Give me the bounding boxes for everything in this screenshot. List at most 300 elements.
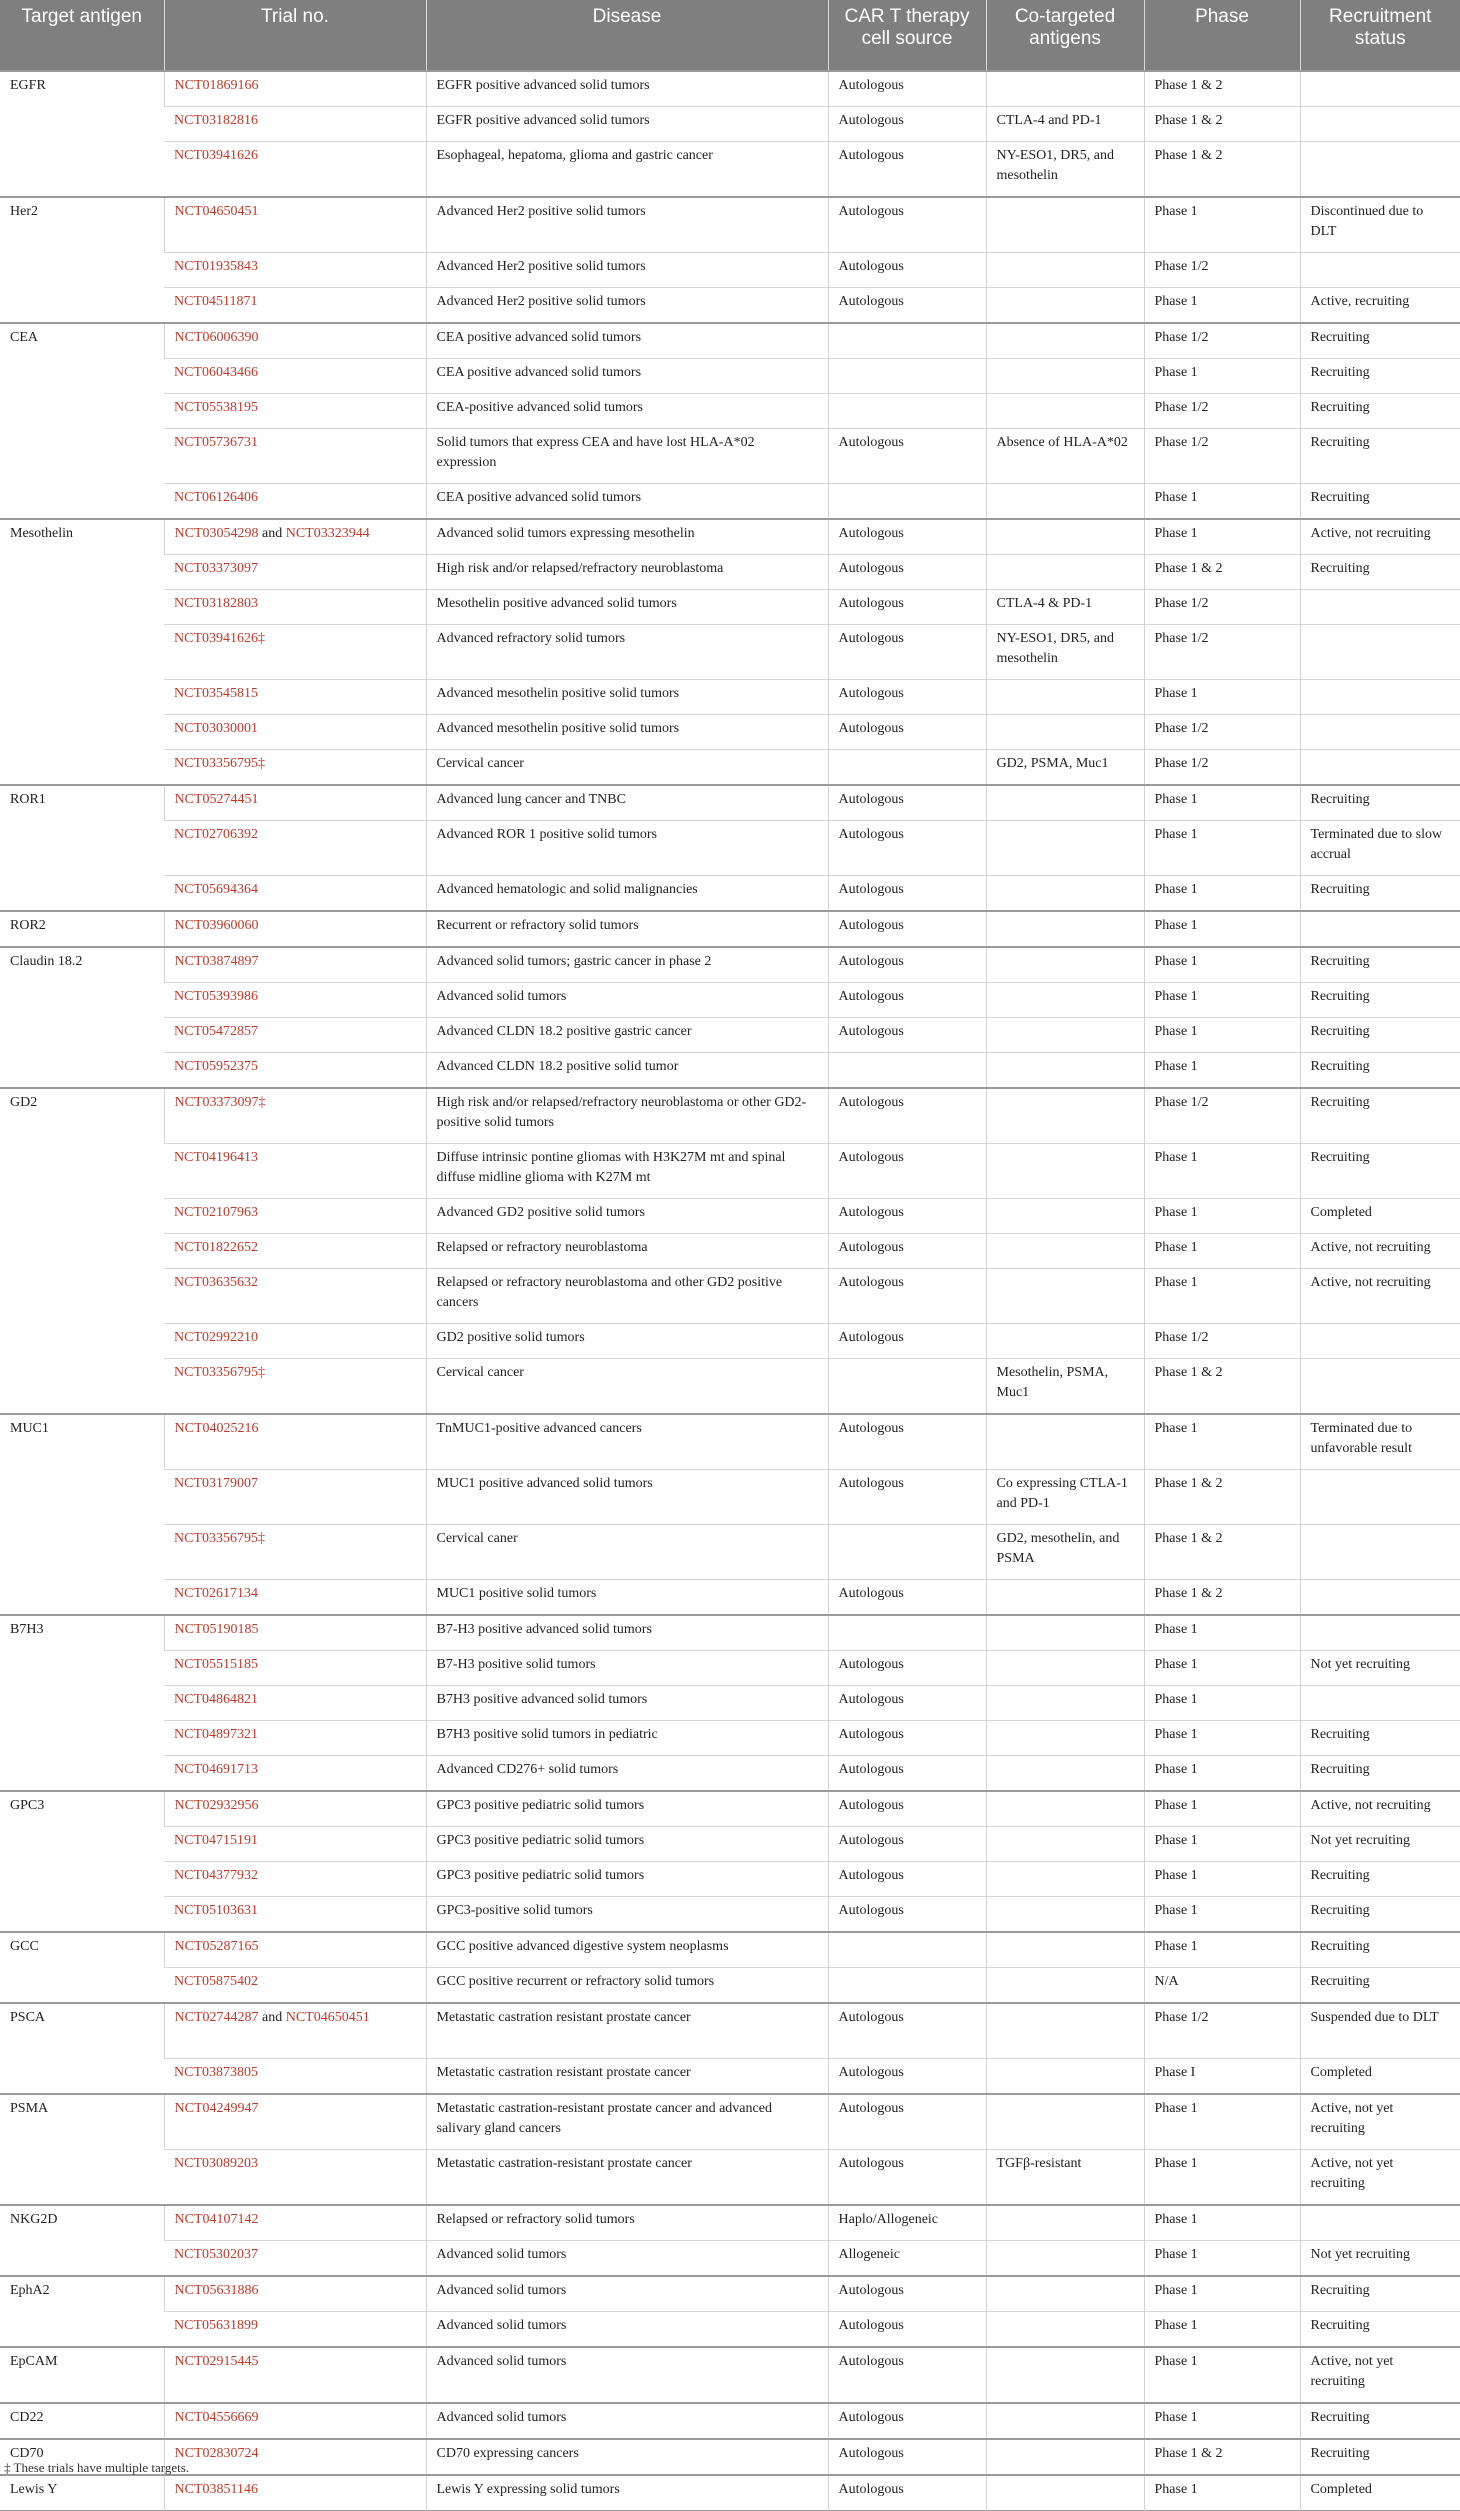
trial-link[interactable]: NCT05103631	[174, 1903, 258, 1918]
status-cell	[1300, 1525, 1460, 1580]
co-targeted-cell	[986, 1756, 1144, 1792]
header-phase: Phase	[1144, 0, 1300, 71]
co-targeted-cell	[986, 1932, 1144, 1968]
trial-link[interactable]: NCT05190185	[174, 1622, 259, 1637]
status-cell: Recruiting	[1300, 1862, 1460, 1897]
phase-cell: Phase 1	[1144, 1686, 1300, 1721]
trial-link[interactable]: NCT02992210	[174, 1330, 258, 1345]
trial-number-cell	[164, 1580, 426, 1616]
trial-link[interactable]: NCT05631899	[174, 2318, 258, 2333]
status-cell	[1300, 911, 1460, 947]
target-antigen-cell: Her2	[0, 197, 164, 323]
phase-cell: Phase 1 & 2	[1144, 71, 1300, 107]
phase-cell: Phase 1/2	[1144, 625, 1300, 680]
trial-number-cell	[164, 2150, 426, 2206]
trial-number-cell	[164, 142, 426, 198]
co-targeted-cell: GD2, PSMA, Muc1	[986, 750, 1144, 786]
disease-cell: Relapsed or refractory solid tumors	[426, 2205, 828, 2241]
trial-number-cell	[164, 288, 426, 324]
trial-link[interactable]: NCT04196413	[174, 1150, 258, 1165]
target-antigen-cell: Lewis Y	[0, 2475, 164, 2511]
status-cell: Recruiting	[1300, 429, 1460, 484]
cell-source-cell: Autologous	[828, 2312, 986, 2348]
cell-source-cell: Autologous	[828, 1580, 986, 1616]
trial-number-cell	[164, 1827, 426, 1862]
trial-number-cell	[164, 519, 426, 555]
table-row	[0, 1234, 1460, 1269]
phase-cell: Phase 1	[1144, 2276, 1300, 2312]
co-targeted-cell	[986, 680, 1144, 715]
cell-source-cell: Autologous	[828, 1414, 986, 1470]
disease-cell: Metastatic castration-resistant prostate cancer	[426, 2150, 828, 2206]
trial-link[interactable]: NCT04107142	[174, 2212, 259, 2227]
header-trial-no: Trial no.	[164, 0, 426, 71]
trial-link[interactable]: NCT03356795‡	[174, 1531, 265, 1546]
status-cell	[1300, 1580, 1460, 1616]
trial-link[interactable]: NCT05302037	[174, 2247, 258, 2262]
trial-link[interactable]: NCT04249947	[174, 2101, 259, 2116]
trial-number-cell	[164, 394, 426, 429]
trial-link[interactable]: NCT04691713	[174, 1762, 258, 1777]
table-row	[0, 2003, 1460, 2059]
target-antigen-cell: GPC3	[0, 1791, 164, 1932]
table-row	[0, 2094, 1460, 2150]
cell-source-cell: Autologous	[828, 1144, 986, 1199]
table-row	[0, 359, 1460, 394]
phase-cell: Phase 1/2	[1144, 323, 1300, 359]
table-row	[0, 429, 1460, 484]
target-antigen-cell: ROR1	[0, 785, 164, 911]
trial-link[interactable]: NCT03873805	[174, 2065, 258, 2080]
trial-link[interactable]: NCT01822652	[174, 1240, 258, 1255]
trial-number-cell	[164, 1359, 426, 1415]
status-cell: Recruiting	[1300, 555, 1460, 590]
trial-link[interactable]: NCT04511871	[174, 294, 258, 309]
trial-number-cell	[164, 197, 426, 253]
co-targeted-cell	[986, 1088, 1144, 1144]
status-cell	[1300, 590, 1460, 625]
target-antigen-cell: Mesothelin	[0, 519, 164, 785]
status-cell: Recruiting	[1300, 484, 1460, 520]
trial-number-cell	[164, 1414, 426, 1470]
phase-cell: Phase 1	[1144, 1234, 1300, 1269]
disease-cell: Advanced mesothelin positive solid tumors	[426, 680, 828, 715]
phase-cell: Phase 1	[1144, 1897, 1300, 1933]
phase-cell: Phase 1	[1144, 1827, 1300, 1862]
trial-number-cell	[164, 1053, 426, 1089]
trial-separator: and	[258, 526, 286, 541]
phase-cell: Phase 1	[1144, 1269, 1300, 1324]
phase-cell: Phase 1/2	[1144, 590, 1300, 625]
trial-link[interactable]: NCT02932956	[174, 1798, 259, 1813]
status-cell: Recruiting	[1300, 1721, 1460, 1756]
trial-link[interactable]: NCT03373097‡	[174, 1095, 266, 1110]
cell-source-cell: Autologous	[828, 107, 986, 142]
disease-cell: CEA positive advanced solid tumors	[426, 359, 828, 394]
disease-cell: Relapsed or refractory neuroblastoma	[426, 1234, 828, 1269]
header-row	[0, 0, 1460, 71]
cell-source-cell: Autologous	[828, 1791, 986, 1827]
cell-source-cell: Autologous	[828, 1651, 986, 1686]
table-row	[0, 1651, 1460, 1686]
trial-link[interactable]: NCT05538195	[174, 400, 258, 415]
trial-link[interactable]: NCT02915445	[174, 2354, 259, 2369]
co-targeted-cell: Mesothelin, PSMA, Muc1	[986, 1359, 1144, 1415]
disease-cell: CD70 expressing cancers	[426, 2439, 828, 2475]
status-cell: Not yet recruiting	[1300, 1827, 1460, 1862]
trial-link[interactable]: NCT01935843	[174, 259, 258, 274]
trial-link[interactable]: NCT04025216	[174, 1421, 259, 1436]
co-targeted-cell	[986, 2312, 1144, 2348]
co-targeted-cell	[986, 1324, 1144, 1359]
status-cell: Active, not yet recruiting	[1300, 2347, 1460, 2403]
trial-link[interactable]: NCT06126406	[174, 490, 258, 505]
target-antigen-cell: GCC	[0, 1932, 164, 2003]
disease-cell: GPC3-positive solid tumors	[426, 1897, 828, 1933]
trial-link[interactable]: NCT04556669	[174, 2410, 259, 2425]
phase-cell: Phase 1	[1144, 2094, 1300, 2150]
status-cell: Recruiting	[1300, 1756, 1460, 1792]
status-cell	[1300, 253, 1460, 288]
disease-cell: Advanced GD2 positive solid tumors	[426, 1199, 828, 1234]
trial-number-cell	[164, 2475, 426, 2511]
status-cell: Not yet recruiting	[1300, 2241, 1460, 2277]
header-target-antigen: Target antigen	[0, 0, 164, 71]
status-cell	[1300, 680, 1460, 715]
trial-number-cell	[164, 2205, 426, 2241]
disease-cell: Advanced Her2 positive solid tumors	[426, 288, 828, 324]
trial-link[interactable]: NCT02744287	[174, 2010, 259, 2025]
table-row	[0, 1721, 1460, 1756]
trial-number-cell	[164, 625, 426, 680]
trial-link[interactable]: NCT03851146	[174, 2482, 258, 2497]
phase-cell: Phase 1	[1144, 911, 1300, 947]
trial-link[interactable]: NCT05472857	[174, 1024, 258, 1039]
trial-link[interactable]: NCT05515185	[174, 1657, 258, 1672]
trial-link[interactable]: NCT03373097	[174, 561, 258, 576]
phase-cell: Phase 1 & 2	[1144, 1580, 1300, 1616]
trial-number-cell	[164, 680, 426, 715]
status-cell: Active, not recruiting	[1300, 519, 1460, 555]
trial-link[interactable]: NCT03635632	[174, 1275, 258, 1290]
trial-link[interactable]: NCT06043466	[174, 365, 258, 380]
status-cell	[1300, 2205, 1460, 2241]
cell-source-cell: Autologous	[828, 1324, 986, 1359]
status-cell	[1300, 71, 1460, 107]
trial-link[interactable]: NCT05274451	[174, 792, 259, 807]
cell-source-cell: Autologous	[828, 2094, 986, 2150]
phase-cell: Phase 1	[1144, 785, 1300, 821]
cell-source-cell: Autologous	[828, 555, 986, 590]
co-targeted-cell	[986, 1651, 1144, 1686]
target-antigen-cell: MUC1	[0, 1414, 164, 1615]
status-cell: Active, recruiting	[1300, 288, 1460, 324]
phase-cell: Phase 1	[1144, 2403, 1300, 2439]
status-cell: Recruiting	[1300, 1968, 1460, 2004]
disease-cell: GPC3 positive pediatric solid tumors	[426, 1791, 828, 1827]
trial-link[interactable]: NCT03941626‡	[174, 631, 265, 646]
disease-cell: Advanced Her2 positive solid tumors	[426, 253, 828, 288]
co-targeted-cell	[986, 1968, 1144, 2004]
disease-cell: CEA-positive advanced solid tumors	[426, 394, 828, 429]
trial-number-cell	[164, 1791, 426, 1827]
trial-link[interactable]: NCT03182816	[174, 113, 258, 128]
status-cell: Recruiting	[1300, 1053, 1460, 1089]
co-targeted-cell	[986, 1414, 1144, 1470]
trial-link[interactable]: NCT03323944	[285, 526, 370, 541]
co-targeted-cell	[986, 1053, 1144, 1089]
status-cell: Recruiting	[1300, 983, 1460, 1018]
trial-number-cell	[164, 2347, 426, 2403]
co-targeted-cell	[986, 2094, 1144, 2150]
cell-source-cell: Autologous	[828, 1234, 986, 1269]
disease-cell: Advanced solid tumors	[426, 983, 828, 1018]
table-row	[0, 1525, 1460, 1580]
co-targeted-cell	[986, 71, 1144, 107]
co-targeted-cell	[986, 1199, 1144, 1234]
trial-link[interactable]: NCT03545815	[174, 686, 258, 701]
trial-number-cell	[164, 1756, 426, 1792]
cell-source-cell	[828, 1053, 986, 1089]
disease-cell: GD2 positive solid tumors	[426, 1324, 828, 1359]
phase-cell: Phase 1 & 2	[1144, 1525, 1300, 1580]
cell-source-cell: Autologous	[828, 2347, 986, 2403]
co-targeted-cell	[986, 555, 1144, 590]
target-antigen-cell: EphA2	[0, 2276, 164, 2347]
phase-cell: Phase 1	[1144, 1756, 1300, 1792]
trial-link[interactable]: NCT03054298	[174, 526, 259, 541]
target-antigen-cell: CEA	[0, 323, 164, 519]
status-cell: Completed	[1300, 1199, 1460, 1234]
trial-link[interactable]: NCT03941626	[174, 148, 258, 163]
phase-cell: Phase 1	[1144, 1651, 1300, 1686]
status-cell: Completed	[1300, 2059, 1460, 2095]
trial-number-cell	[164, 821, 426, 876]
footnote: ‡ These trials have multiple targets.	[4, 2460, 190, 2475]
cell-source-cell	[828, 484, 986, 520]
status-cell: Recruiting	[1300, 323, 1460, 359]
co-targeted-cell	[986, 359, 1144, 394]
table-row	[0, 2347, 1460, 2403]
phase-cell: Phase 1/2	[1144, 715, 1300, 750]
table-row	[0, 715, 1460, 750]
disease-cell: Diffuse intrinsic pontine gliomas with H3K27M mt and spinal diffuse midline glioma with K27M mt	[426, 1144, 828, 1199]
table-row	[0, 1053, 1460, 1089]
cell-source-cell: Autologous	[828, 2059, 986, 2095]
target-antigen-cell: PSMA	[0, 2094, 164, 2205]
phase-cell: Phase 1 & 2	[1144, 107, 1300, 142]
cell-source-cell: Autologous	[828, 2276, 986, 2312]
table-row	[0, 1686, 1460, 1721]
co-targeted-cell	[986, 197, 1144, 253]
trial-link[interactable]: NCT05694364	[174, 882, 258, 897]
disease-cell: GCC positive advanced digestive system neoplasms	[426, 1932, 828, 1968]
status-cell: Recruiting	[1300, 2312, 1460, 2348]
trial-link[interactable]: NCT02617134	[174, 1586, 258, 1601]
disease-cell: B7-H3 positive advanced solid tumors	[426, 1615, 828, 1651]
trial-number-cell	[164, 1862, 426, 1897]
trial-link[interactable]: NCT04650451	[285, 2010, 370, 2025]
cell-source-cell: Autologous	[828, 2003, 986, 2059]
table-row	[0, 1324, 1460, 1359]
disease-cell: Advanced solid tumors	[426, 2347, 828, 2403]
table-row	[0, 519, 1460, 555]
cell-source-cell	[828, 359, 986, 394]
phase-cell: Phase 1	[1144, 947, 1300, 983]
disease-cell: TnMUC1-positive advanced cancers	[426, 1414, 828, 1470]
cell-source-cell: Autologous	[828, 821, 986, 876]
table-row	[0, 71, 1460, 107]
cell-source-cell: Autologous	[828, 71, 986, 107]
trial-link[interactable]: NCT02830724	[174, 2446, 259, 2461]
status-cell: Active, not yet recruiting	[1300, 2150, 1460, 2206]
status-cell: Recruiting	[1300, 947, 1460, 983]
status-cell: Recruiting	[1300, 876, 1460, 912]
trial-number-cell	[164, 1144, 426, 1199]
cell-source-cell: Haplo/Allogeneic	[828, 2205, 986, 2241]
disease-cell: Advanced solid tumors expressing mesothelin	[426, 519, 828, 555]
table-row	[0, 1827, 1460, 1862]
disease-cell: Advanced mesothelin positive solid tumors	[426, 715, 828, 750]
table-row	[0, 2150, 1460, 2206]
table-row	[0, 625, 1460, 680]
trial-link[interactable]: NCT05952375	[174, 1059, 258, 1074]
table-row	[0, 1018, 1460, 1053]
trial-link[interactable]: NCT05631886	[174, 2283, 259, 2298]
co-targeted-cell	[986, 1686, 1144, 1721]
cell-source-cell	[828, 750, 986, 786]
table-row	[0, 288, 1460, 324]
trial-number-cell	[164, 1615, 426, 1651]
trial-link[interactable]: NCT03089203	[174, 2156, 258, 2171]
table-row	[0, 821, 1460, 876]
phase-cell: Phase 1	[1144, 1414, 1300, 1470]
target-antigen-cell: CD22	[0, 2403, 164, 2439]
disease-cell: Recurrent or refractory solid tumors	[426, 911, 828, 947]
phase-cell: Phase 1/2	[1144, 394, 1300, 429]
status-cell: Not yet recruiting	[1300, 1651, 1460, 1686]
trial-number-cell	[164, 1324, 426, 1359]
cell-source-cell: Autologous	[828, 2439, 986, 2475]
table-row	[0, 1580, 1460, 1616]
co-targeted-cell: Absence of HLA-A*02	[986, 429, 1144, 484]
trial-link[interactable]: NCT02107963	[174, 1205, 258, 1220]
co-targeted-cell	[986, 983, 1144, 1018]
trial-link[interactable]: NCT06006390	[174, 330, 259, 345]
trial-number-cell	[164, 1088, 426, 1144]
co-targeted-cell	[986, 1897, 1144, 1933]
trial-link[interactable]: NCT03356795‡	[174, 1365, 265, 1380]
trial-link[interactable]: NCT03960060	[174, 918, 259, 933]
phase-cell: Phase 1	[1144, 2205, 1300, 2241]
trial-link[interactable]: NCT04377932	[174, 1868, 258, 1883]
cell-source-cell: Autologous	[828, 142, 986, 198]
cell-source-cell	[828, 1968, 986, 2004]
co-targeted-cell	[986, 1580, 1144, 1616]
co-targeted-cell	[986, 1791, 1144, 1827]
trial-link[interactable]: NCT03179007	[174, 1476, 258, 1491]
cell-source-cell: Autologous	[828, 983, 986, 1018]
table-row	[0, 876, 1460, 912]
status-cell	[1300, 142, 1460, 198]
trial-number-cell	[164, 71, 426, 107]
status-cell: Recruiting	[1300, 2276, 1460, 2312]
phase-cell: Phase 1	[1144, 484, 1300, 520]
status-cell	[1300, 715, 1460, 750]
status-cell: Active, not yet recruiting	[1300, 2094, 1460, 2150]
disease-cell: Lewis Y expressing solid tumors	[426, 2475, 828, 2511]
trial-number-cell	[164, 1269, 426, 1324]
trial-link[interactable]: NCT04864821	[174, 1692, 258, 1707]
status-cell: Recruiting	[1300, 1144, 1460, 1199]
cell-source-cell	[828, 1615, 986, 1651]
table-row	[0, 911, 1460, 947]
trial-link[interactable]: NCT02706392	[174, 827, 258, 842]
table-body	[0, 71, 1460, 2511]
co-targeted-cell	[986, 785, 1144, 821]
cell-source-cell: Autologous	[828, 1862, 986, 1897]
trial-link[interactable]: NCT03356795‡	[174, 756, 265, 771]
disease-cell: Advanced CLDN 18.2 positive solid tumor	[426, 1053, 828, 1089]
trial-link[interactable]: NCT03874897	[174, 954, 259, 969]
trial-link[interactable]: NCT05287165	[174, 1939, 259, 1954]
disease-cell: Advanced solid tumors	[426, 2403, 828, 2439]
trial-number-cell	[164, 876, 426, 912]
status-cell: Discontinued due to DLT	[1300, 197, 1460, 253]
trial-number-cell	[164, 2276, 426, 2312]
table-row	[0, 142, 1460, 198]
trial-link[interactable]: NCT05393986	[174, 989, 258, 1004]
cell-source-cell	[828, 1932, 986, 1968]
table-row	[0, 1359, 1460, 1415]
trial-number-cell	[164, 253, 426, 288]
disease-cell: Advanced solid tumors	[426, 2312, 828, 2348]
status-cell	[1300, 1359, 1460, 1415]
co-targeted-cell	[986, 519, 1144, 555]
target-antigen-cell: GD2	[0, 1088, 164, 1414]
co-targeted-cell: TGFβ-resistant	[986, 2150, 1144, 2206]
cell-source-cell: Autologous	[828, 911, 986, 947]
phase-cell: Phase 1/2	[1144, 253, 1300, 288]
trial-link[interactable]: NCT05875402	[174, 1974, 258, 1989]
trial-number-cell	[164, 484, 426, 520]
trial-link[interactable]: NCT03030001	[174, 721, 258, 736]
table-row	[0, 394, 1460, 429]
phase-cell: Phase 1 & 2	[1144, 555, 1300, 590]
status-cell: Suspended due to DLT	[1300, 2003, 1460, 2059]
disease-cell: Esophageal, hepatoma, glioma and gastric cancer	[426, 142, 828, 198]
trial-link[interactable]: NCT03182803	[174, 596, 258, 611]
table-row	[0, 1088, 1460, 1144]
cell-source-cell: Autologous	[828, 519, 986, 555]
target-antigen-cell: EpCAM	[0, 2347, 164, 2403]
disease-cell: Relapsed or refractory neuroblastoma and other GD2 positive cancers	[426, 1269, 828, 1324]
phase-cell: Phase 1	[1144, 821, 1300, 876]
trial-number-cell	[164, 2094, 426, 2150]
status-cell: Active, not recruiting	[1300, 1269, 1460, 1324]
trial-link[interactable]: NCT04650451	[174, 204, 259, 219]
status-cell: Recruiting	[1300, 2439, 1460, 2475]
co-targeted-cell: CTLA-4 & PD-1	[986, 590, 1144, 625]
trial-link[interactable]: NCT01869166	[174, 78, 259, 93]
table-row	[0, 785, 1460, 821]
co-targeted-cell: NY-ESO1, DR5, and mesothelin	[986, 142, 1144, 198]
trial-link[interactable]: NCT05736731	[174, 435, 258, 450]
co-targeted-cell	[986, 2276, 1144, 2312]
trial-link[interactable]: NCT04715191	[174, 1833, 258, 1848]
trial-link[interactable]: NCT04897321	[174, 1727, 258, 1742]
cell-source-cell: Autologous	[828, 715, 986, 750]
